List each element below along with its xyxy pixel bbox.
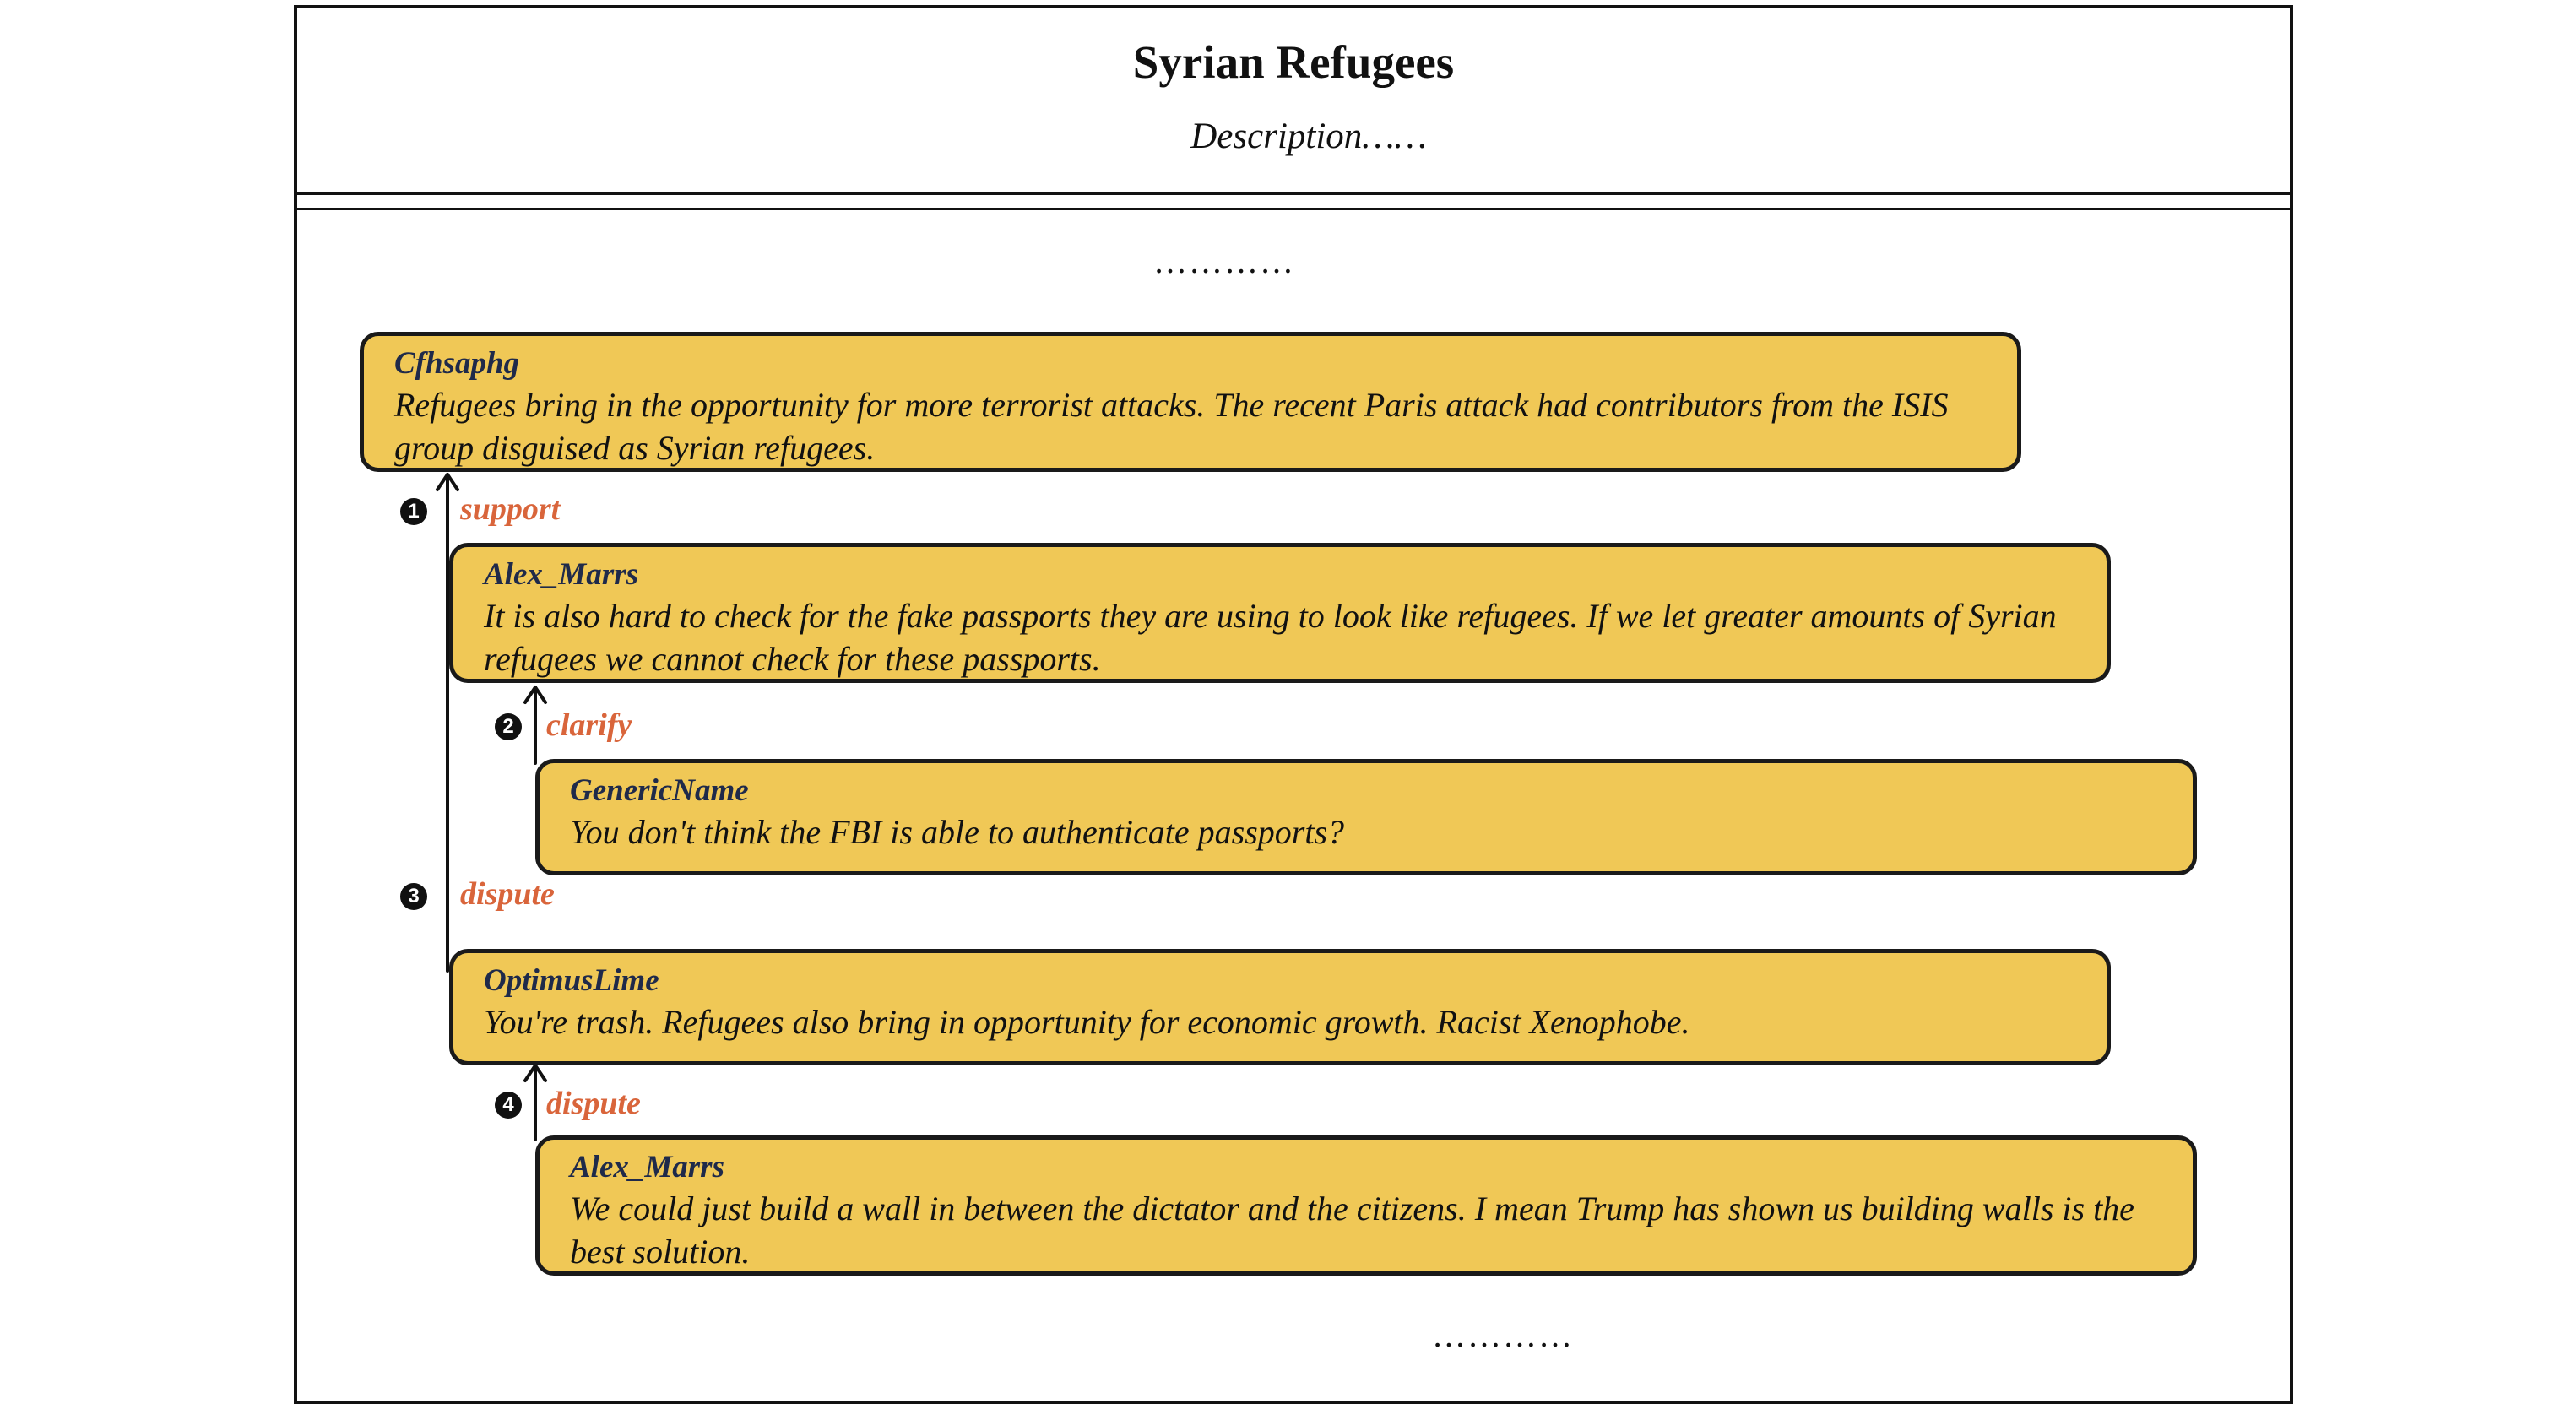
relation-label: dispute <box>546 1086 641 1121</box>
ellipsis-top: ………… <box>1153 242 1295 280</box>
post-text: You don't think the FBI is able to authenticate passports? <box>570 813 1345 851</box>
relation-label: support <box>460 491 561 527</box>
post-text: You're trash. Refugees also bring in opportunity for economic growth. Racist Xenophobe. <box>484 1003 1690 1041</box>
post-card[interactable] <box>449 543 2111 683</box>
relation-number-badge: 1 <box>400 498 427 525</box>
post-author: Cfhsaphg <box>394 346 520 381</box>
post-author: GenericName <box>570 773 749 808</box>
ellipsis-bottom: ………… <box>1432 1316 1574 1354</box>
post-card[interactable] <box>449 949 2111 1065</box>
page-title: Syrian Refugees <box>1132 36 1455 88</box>
post-card[interactable] <box>535 1135 2197 1276</box>
post-text: It is also hard to check for the fake passports they are using to look like refugees. If we let greater amounts of Syrian refugees we cannot check for these passports. <box>484 597 2057 678</box>
post-text: Refugees bring in the opportunity for more terrorist attacks. The recent Paris attack had contributors from the ISIS group disguised as Syrian refugees. <box>394 386 1949 467</box>
post-author: Alex_Marrs <box>484 557 638 592</box>
relation-number-badge: 3 <box>400 883 427 910</box>
relation-number-badge: 4 <box>495 1092 522 1119</box>
relation-number-badge: 2 <box>495 713 522 740</box>
relation-label: clarify <box>546 707 632 743</box>
post-text: We could just build a wall in between the dictator and the citizens. I mean Trump has shown us building walls is the best solution. <box>570 1190 2134 1271</box>
post-author: Alex_Marrs <box>570 1150 724 1184</box>
post-card[interactable] <box>535 759 2197 875</box>
post-card[interactable] <box>360 332 2021 472</box>
post-author: OptimusLime <box>484 963 659 998</box>
relation-label: dispute <box>460 876 555 912</box>
page-description: Description…… <box>1190 117 1427 156</box>
